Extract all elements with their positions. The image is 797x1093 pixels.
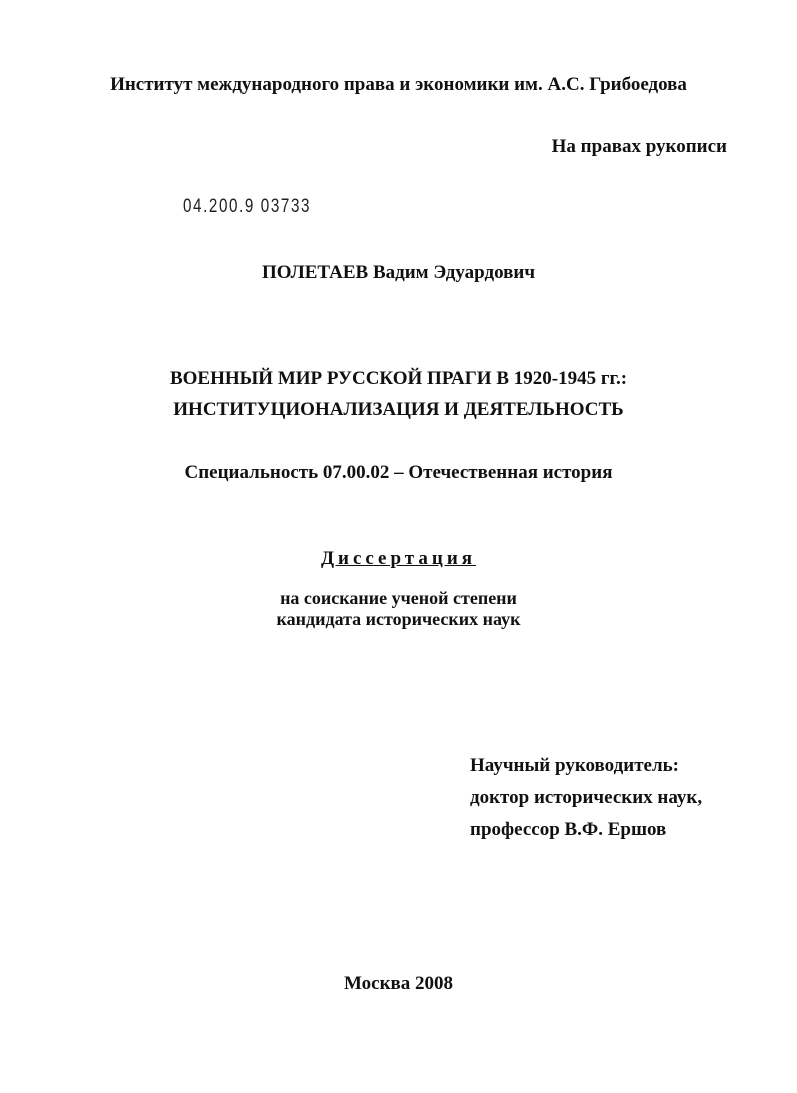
degree-line-2: кандидата исторических наук xyxy=(276,609,521,629)
supervisor-degree: доктор исторических наук, xyxy=(470,787,703,808)
degree-line-1: на соискание ученой степени xyxy=(280,588,517,608)
city-year: Москва 2008 xyxy=(343,973,454,994)
supervisor-name: профессор В.Ф. Ершов xyxy=(470,819,667,840)
title-line-1: ВОЕННЫЙ МИР РУССКОЙ ПРАГИ В 1920-1945 гг.: xyxy=(169,368,628,389)
specialty: Специальность 07.00.02 – Отечественная история xyxy=(184,462,613,483)
library-stamp-number: 04.200.9 03733 xyxy=(183,196,312,217)
institute-name: Институт международного права и экономики им. А.С. Грибоедова xyxy=(110,74,687,95)
manuscript-note: На правах рукописи xyxy=(551,136,727,157)
document-type: Диссертация xyxy=(320,548,477,569)
supervisor-label: Научный руководитель: xyxy=(470,755,679,776)
title-line-2: ИНСТИТУЦИОНАЛИЗАЦИЯ И ДЕЯТЕЛЬНОСТЬ xyxy=(173,399,624,420)
author-name: ПОЛЕТАЕВ Вадим Эдуардович xyxy=(261,262,536,283)
